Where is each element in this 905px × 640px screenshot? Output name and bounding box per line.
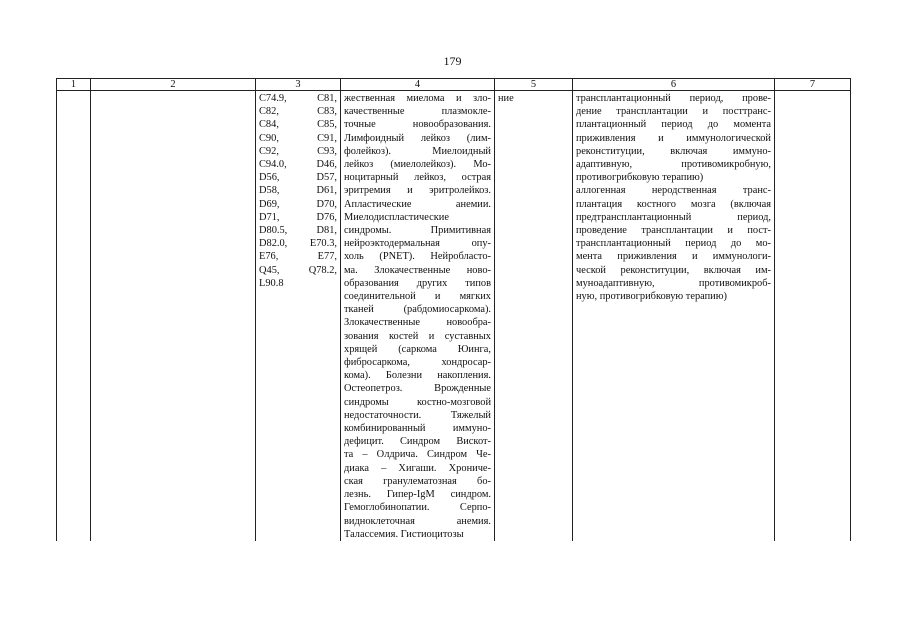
cell-col2 bbox=[91, 91, 256, 541]
diagnosis-text-line: Талассемия. Гистиоцитозы bbox=[344, 528, 464, 540]
diagnosis-text-line: образования других типов bbox=[344, 277, 491, 289]
patient-model-text: ние bbox=[498, 93, 514, 104]
icd-code: D76, bbox=[316, 211, 337, 223]
icd-code-line bbox=[259, 224, 337, 237]
icd-code: D61, bbox=[316, 185, 337, 197]
treatment-text-line: мента приживления и иммунологи- bbox=[576, 251, 771, 263]
treatment-text-line: адаптивную, противомикробную, bbox=[576, 159, 771, 171]
diagnosis-text-line: хрящей (саркома Юинга, bbox=[344, 343, 491, 355]
icd-code: D81, bbox=[316, 225, 337, 237]
treatment-text-line: реконституции, включая иммуно- bbox=[576, 145, 771, 157]
icd-code-line bbox=[259, 105, 337, 118]
icd-code: C82, bbox=[259, 106, 279, 118]
diagnosis-text-line: недостаточности. Тяжелый bbox=[344, 409, 491, 421]
icd-code: C81, bbox=[317, 93, 337, 104]
diagnosis-text-line: ноцитарный лейкоз, острая bbox=[344, 172, 491, 184]
diagnosis-text-line: точные новообразования. bbox=[344, 119, 491, 131]
icd-code-line bbox=[259, 184, 337, 197]
diagnosis-text-line: Лимфоидный лейкоз (лим- bbox=[344, 132, 491, 144]
icd-code-line bbox=[259, 171, 337, 184]
diagnosis-cell bbox=[341, 91, 495, 541]
column-header-1: 1 bbox=[57, 79, 91, 91]
icd-code-line bbox=[259, 92, 337, 105]
diagnosis-text-line: комбинированный иммуно- bbox=[344, 423, 491, 435]
diagnosis-text-line: Гемоглобинопатии. Серпо- bbox=[344, 502, 491, 514]
icd-code-line bbox=[259, 237, 337, 250]
treatment-text-line: проведение трансплантации и пост- bbox=[576, 225, 771, 237]
diagnosis-text-line: синдромы костно-мозговой bbox=[344, 396, 491, 408]
icd-code-line bbox=[259, 277, 337, 290]
icd-code: L90.8 bbox=[259, 277, 284, 289]
diagnosis-text-line: та – Олдрича. Синдром Че- bbox=[344, 449, 491, 461]
diagnosis-text-line: нейроэктодермальная опу- bbox=[344, 238, 491, 250]
icd-code: E70.3, bbox=[309, 238, 337, 250]
diagnosis-text-line: диака – Хигаши. Хрониче- bbox=[344, 462, 491, 474]
treatment-text-line: плантация костного мозга (включая bbox=[576, 198, 771, 210]
icd-code: C92, bbox=[259, 145, 279, 157]
icd-code: D56, bbox=[259, 172, 280, 184]
patient-model-cell bbox=[495, 91, 573, 541]
diagnosis-text-line: тканей (рабдомиосаркома). bbox=[344, 304, 491, 316]
icd-code-line bbox=[259, 250, 337, 263]
icd-code-line bbox=[259, 211, 337, 224]
treatment-text-line: приживления и иммунологической bbox=[576, 132, 771, 144]
diagnosis-text-line: ма. Злокачественные ново- bbox=[344, 264, 491, 276]
icd-code: D57, bbox=[316, 172, 337, 184]
icd-code: C85, bbox=[317, 119, 337, 131]
page-number: 179 bbox=[443, 54, 462, 68]
treatment-text-line: трансплантационный период до мо- bbox=[576, 238, 771, 250]
cell-col7 bbox=[775, 91, 851, 541]
icd-code: D69, bbox=[259, 198, 280, 210]
icd-code: Q45, bbox=[259, 264, 280, 276]
icd-code: C93, bbox=[317, 145, 337, 157]
treatment-text-line: аллогенная неродственная транс- bbox=[576, 185, 771, 197]
diagnosis-text-line: холь (PNET). Нейробласто- bbox=[344, 251, 491, 263]
diagnosis-text-line: синдромы. Примитивная bbox=[344, 225, 491, 237]
cell-col1 bbox=[57, 91, 91, 541]
diagnosis-text-line: дефицит. Синдром Вискот- bbox=[344, 436, 491, 448]
icd-code-line bbox=[259, 132, 337, 145]
diagnosis-text-line: фолейкоз). Миелоидный bbox=[344, 145, 491, 157]
icd-code: D82.0, bbox=[259, 238, 288, 250]
diagnosis-text-line: Злокачественные новообра- bbox=[344, 317, 491, 329]
diagnosis-text-line: кома). Болезни накопления. bbox=[344, 370, 491, 382]
diagnosis-text-line: жественная миелома и зло- bbox=[344, 93, 491, 104]
treatment-text-line: трансплантационный период, прове- bbox=[576, 93, 771, 104]
icd-code-line bbox=[259, 145, 337, 158]
icd-code: C91, bbox=[317, 132, 337, 144]
diagnosis-text-line: ская гранулематозная бо- bbox=[344, 475, 491, 487]
treatment-text-line: дение трансплантации и посттранс- bbox=[576, 106, 771, 118]
treatment-text-line: предтрансплантационный период, bbox=[576, 211, 771, 223]
treatment-text-line: ческой реконституции, включая им- bbox=[576, 264, 771, 276]
icd-code: D71, bbox=[259, 211, 280, 223]
icd-code: Q78.2, bbox=[308, 264, 337, 276]
document-table bbox=[56, 78, 851, 541]
column-header-5: 5 bbox=[495, 79, 573, 91]
diagnosis-text-line: Миелодиспластические bbox=[344, 211, 449, 223]
icd-code: E77, bbox=[317, 251, 337, 263]
treatment-text-line: ную, противогрибковую терапию) bbox=[576, 291, 727, 303]
column-header-3: 3 bbox=[256, 79, 341, 91]
diagnosis-text-line: соединительной и мягких bbox=[344, 291, 491, 303]
diagnosis-text-line: Апластические анемии. bbox=[344, 198, 491, 210]
icd-code-line bbox=[259, 118, 337, 131]
icd-code-line bbox=[259, 264, 337, 277]
treatment-text-line: плантационный период до момента bbox=[576, 119, 771, 131]
treatment-method-cell bbox=[573, 91, 775, 541]
icd-codes-cell bbox=[256, 91, 341, 541]
diagnosis-text-line: лезнь. Гипер-IgM синдром. bbox=[344, 489, 491, 501]
column-header-6: 6 bbox=[573, 79, 775, 91]
diagnosis-text-line: лейкоз (миелолейкоз). Мо- bbox=[344, 159, 491, 171]
icd-code: D70, bbox=[316, 198, 337, 210]
icd-code: C94.0, bbox=[259, 159, 287, 171]
column-header-2: 2 bbox=[91, 79, 256, 91]
icd-code-line bbox=[259, 158, 337, 171]
treatment-text-line: муноадаптивную, противомикроб- bbox=[576, 277, 771, 289]
diagnosis-text-line: фибросаркома, хондросар- bbox=[344, 357, 491, 369]
icd-code: C74.9, bbox=[259, 93, 287, 104]
diagnosis-text-line: видноклеточная анемия. bbox=[344, 515, 491, 527]
icd-code: C84, bbox=[259, 119, 279, 131]
icd-code: D80.5, bbox=[259, 225, 288, 237]
icd-code: E76, bbox=[259, 251, 279, 263]
column-header-4: 4 bbox=[341, 79, 495, 91]
diagnosis-text-line: Остеопетроз. Врожденные bbox=[344, 383, 491, 395]
icd-code: C83, bbox=[317, 106, 337, 118]
diagnosis-text-line: качественные плазмокле- bbox=[344, 106, 491, 118]
diagnosis-text-line: зования костей и суставных bbox=[344, 330, 491, 342]
table-row bbox=[57, 91, 851, 541]
icd-code: D46, bbox=[316, 159, 337, 171]
table-header-row bbox=[57, 79, 851, 91]
treatment-text-line: противогрибковую терапию) bbox=[576, 172, 704, 184]
icd-code: D58, bbox=[259, 185, 280, 197]
icd-code: C90, bbox=[259, 132, 279, 144]
diagnosis-text-line: эритремия и эритролейкоз. bbox=[344, 185, 491, 197]
column-header-7: 7 bbox=[775, 79, 851, 91]
icd-code-line bbox=[259, 198, 337, 211]
